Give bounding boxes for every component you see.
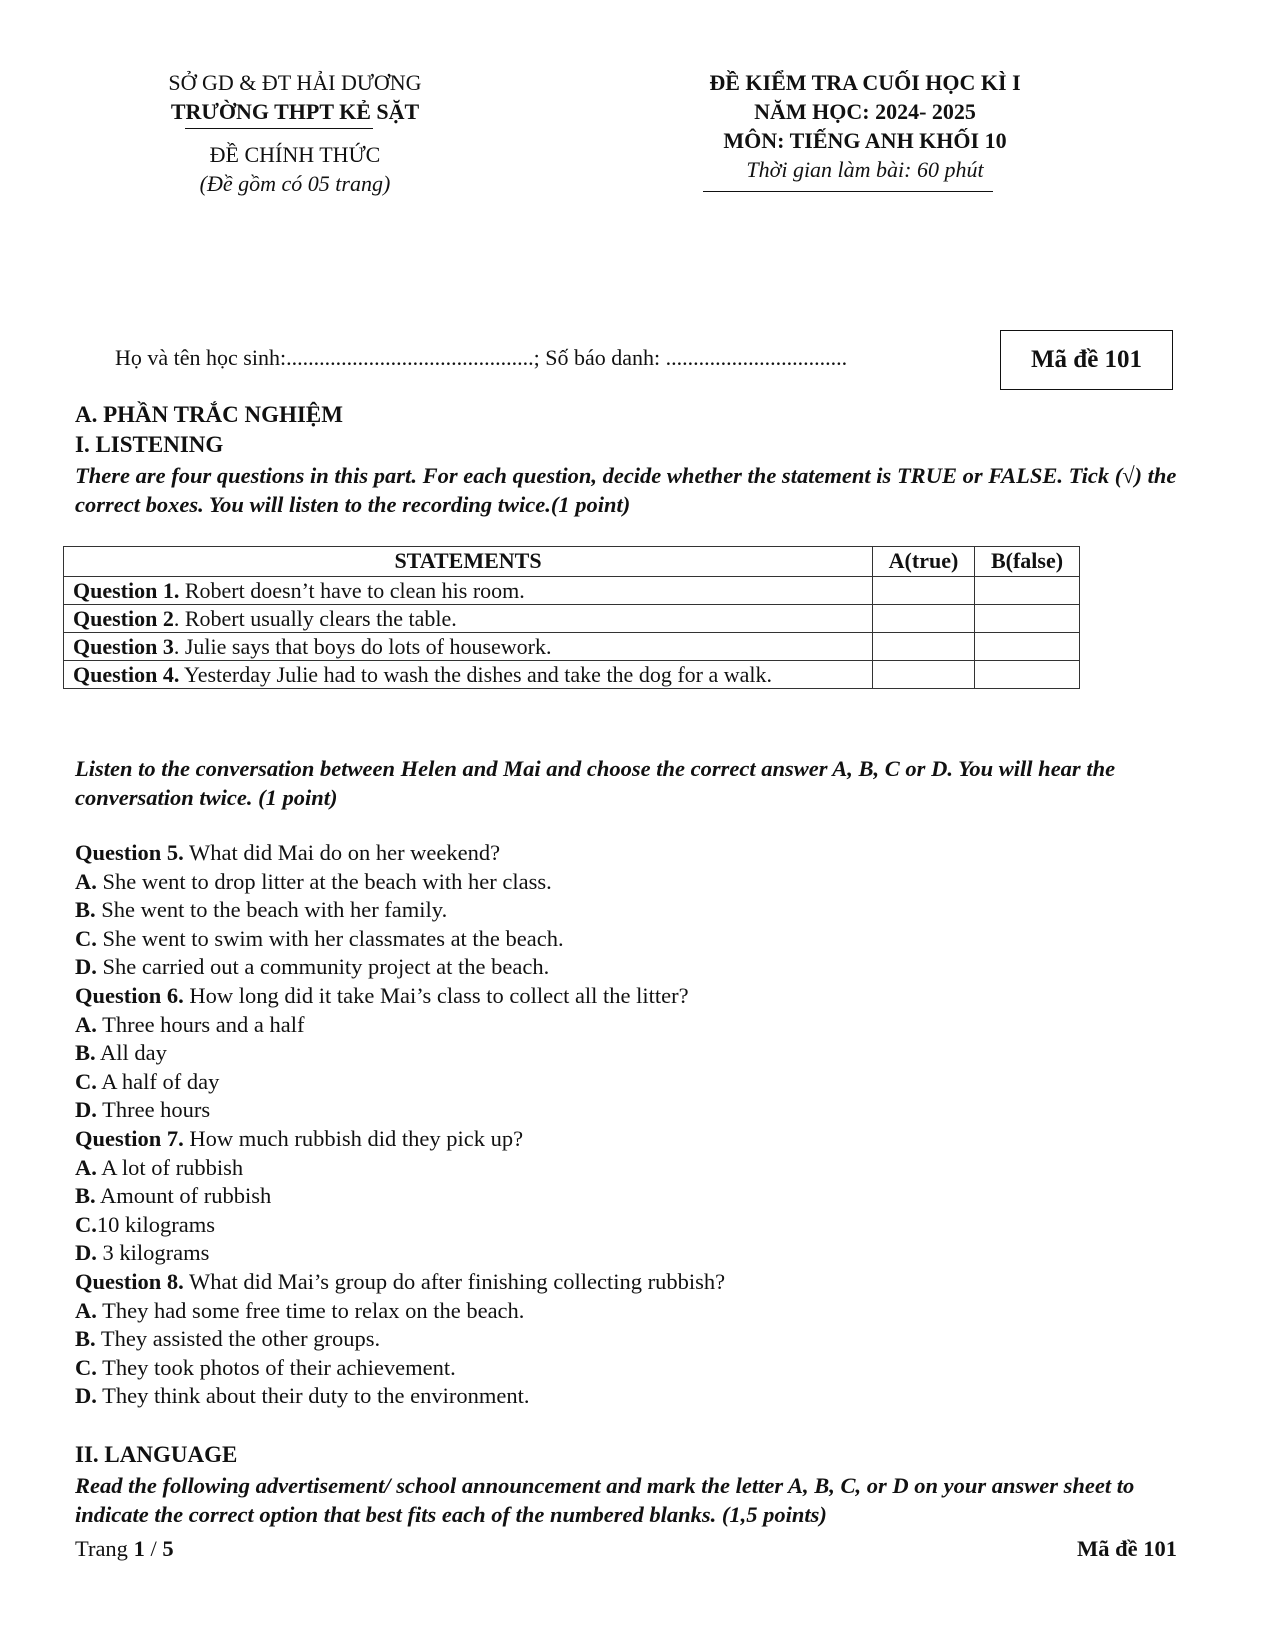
option-a[interactable] <box>75 1297 1195 1326</box>
table-header-row <box>64 547 1080 577</box>
student-info-line <box>115 345 847 371</box>
subject: MÔN: TIẾNG ANH KHỐI 10 <box>723 128 1007 153</box>
option-letter: A. <box>75 868 97 894</box>
option-letter: C. <box>75 925 97 951</box>
option-b[interactable] <box>75 896 1195 925</box>
option-b[interactable] <box>75 1182 1195 1211</box>
statement-cell <box>64 577 873 605</box>
option-text: They took photos of their achievement. <box>96 1354 456 1380</box>
option-letter: C. <box>75 1068 97 1094</box>
option-text: A half of day <box>96 1068 220 1094</box>
option-text: They think about their duty to the environment. <box>96 1383 530 1409</box>
question-label: Question 2 <box>73 606 174 631</box>
option-letter: C. <box>75 1211 97 1237</box>
option-text: She carried out a community project at the beach. <box>96 954 550 980</box>
option-letter: A. <box>75 1011 97 1037</box>
option-text: Amount of rubbish <box>95 1183 272 1209</box>
page-total: 5 <box>162 1536 174 1561</box>
option-d[interactable] <box>75 1382 1195 1411</box>
true-checkbox-cell[interactable] <box>873 661 975 689</box>
question-list <box>75 839 1195 1411</box>
question-label: Question 6. <box>75 982 184 1008</box>
table-row <box>64 633 1080 661</box>
option-d[interactable] <box>75 1096 1195 1125</box>
option-a[interactable] <box>75 868 1195 897</box>
student-name-label[interactable]: Họ và tên học sinh:.............................................; <box>115 345 546 370</box>
option-text: She went to drop litter at the beach with her class. <box>96 868 552 894</box>
option-c[interactable] <box>75 1211 1195 1240</box>
option-text: 10 kilograms <box>96 1211 215 1237</box>
question-label: Question 4. <box>73 662 180 687</box>
option-text: They assisted the other groups. <box>95 1326 381 1352</box>
option-b[interactable] <box>75 1039 1195 1068</box>
option-letter: B. <box>75 1326 96 1352</box>
question-label: Question 5. <box>75 840 184 865</box>
language-instruction: Read the following advertisement/ school announcement and mark the letter A, B, C, or D on your answer sheet to indicate the correct option that best fits each of the numbered blanks. (1,5 points) <box>75 1473 1135 1527</box>
false-checkbox-cell[interactable] <box>975 661 1080 689</box>
option-letter: B. <box>75 897 96 923</box>
option-c[interactable] <box>75 1068 1195 1097</box>
statement-text: . Robert usually clears the table. <box>173 606 457 631</box>
option-letter: C. <box>75 1354 97 1380</box>
school-name: TRƯỜNG THPT KẺ SẶT <box>170 99 420 124</box>
school-underline <box>185 128 373 129</box>
option-letter: D. <box>75 1383 97 1409</box>
option-letter: B. <box>75 1183 96 1209</box>
exam-code-box: Mã đề 101 <box>1000 330 1173 390</box>
listening-title: I. LISTENING <box>75 432 224 457</box>
page-prefix: Trang <box>75 1536 134 1561</box>
department-name: SỞ GD & ĐT HẢI DƯƠNG <box>168 70 422 95</box>
question-label: Question 1. <box>73 578 180 603</box>
official-label: ĐỀ CHÍNH THỨC <box>209 142 381 167</box>
page-separator: / <box>144 1536 163 1561</box>
option-text: Three hours and a half <box>96 1011 305 1037</box>
header-true: A(true) <box>873 547 975 577</box>
option-letter: D. <box>75 954 97 980</box>
header-right <box>640 68 1090 184</box>
statement-text: Robert doesn’t have to clean his room. <box>179 578 525 603</box>
false-checkbox-cell[interactable] <box>975 577 1080 605</box>
false-checkbox-cell[interactable] <box>975 633 1080 661</box>
question-label: Question 7. <box>75 1125 184 1151</box>
question-text: How much rubbish did they pick up? <box>183 1125 524 1151</box>
true-checkbox-cell[interactable] <box>873 605 975 633</box>
option-text: They had some free time to relax on the beach. <box>96 1297 525 1323</box>
statement-cell <box>64 633 873 661</box>
question-8 <box>75 1268 1195 1297</box>
statements-table <box>63 546 1080 689</box>
statement-cell <box>64 661 873 689</box>
option-letter: A. <box>75 1154 97 1180</box>
student-id-label[interactable]: Số báo danh: ................................. <box>545 345 848 370</box>
header-left <box>130 68 460 198</box>
option-d[interactable] <box>75 1239 1195 1268</box>
conversation-instruction: Listen to the conversation between Helen and Mai and choose the correct answer A, B, C or D. You will hear the conversation twice. (1 point) <box>75 756 1116 810</box>
option-text: She went to swim with her classmates at the beach. <box>96 925 564 951</box>
question-7 <box>75 1125 1195 1154</box>
option-c[interactable] <box>75 925 1195 954</box>
question-text: What did Mai’s group do after finishing collecting rubbish? <box>183 1268 726 1294</box>
option-text: Three hours <box>96 1097 211 1123</box>
pages-note: (Đề gồm có 05 trang) <box>199 171 391 196</box>
true-checkbox-cell[interactable] <box>873 633 975 661</box>
question-label: Question 3 <box>73 634 174 659</box>
question-text: How long did it take Mai’s class to collect all the litter? <box>183 982 689 1008</box>
duration: Thời gian làm bài: 60 phút <box>746 157 984 182</box>
statement-text: . Julie says that boys do lots of housework. <box>173 634 552 659</box>
page-number <box>75 1536 174 1562</box>
table-row <box>64 605 1080 633</box>
option-letter: A. <box>75 1297 97 1323</box>
option-letter: D. <box>75 1097 97 1123</box>
option-text: She went to the beach with her family. <box>95 897 448 923</box>
question-label: Question 8. <box>75 1268 184 1294</box>
table-row <box>64 577 1080 605</box>
duration-underline <box>703 191 993 192</box>
statement-text: Yesterday Julie had to wash the dishes and take the dog for a walk. <box>179 662 773 687</box>
option-text: All day <box>95 1040 167 1066</box>
option-text: 3 kilograms <box>96 1240 210 1266</box>
option-b[interactable] <box>75 1325 1195 1354</box>
false-checkbox-cell[interactable] <box>975 605 1080 633</box>
header-false: B(false) <box>975 547 1080 577</box>
option-c[interactable] <box>75 1354 1195 1383</box>
option-text: A lot of rubbish <box>96 1154 244 1180</box>
option-letter: B. <box>75 1040 96 1066</box>
true-checkbox-cell[interactable] <box>873 577 975 605</box>
question-6 <box>75 982 1195 1011</box>
exam-title: ĐỀ KIỂM TRA CUỐI HỌC KÌ I <box>709 70 1021 95</box>
school-year: NĂM HỌC: 2024- 2025 <box>754 99 976 124</box>
listening-instruction: There are four questions in this part. For each question, decide whether the statement is TRUE or FALSE. Tick (√) the correct boxes. You will listen to the recording twice.(1 point) <box>75 463 1177 517</box>
footer-exam-code: Mã đề 101 <box>1077 1536 1177 1561</box>
option-d[interactable] <box>75 953 1195 982</box>
language-title: II. LANGUAGE <box>75 1442 238 1467</box>
table-row <box>64 661 1080 689</box>
section-a-title: A. PHẦN TRẮC NGHIỆM <box>75 402 343 427</box>
question-text: What did Mai do on her weekend? <box>183 840 501 865</box>
question-5 <box>75 839 1195 868</box>
page-current: 1 <box>133 1536 145 1561</box>
header-statements: STATEMENTS <box>64 547 873 577</box>
statement-cell <box>64 605 873 633</box>
option-a[interactable] <box>75 1011 1195 1040</box>
option-a[interactable] <box>75 1154 1195 1183</box>
option-letter: D. <box>75 1240 97 1266</box>
